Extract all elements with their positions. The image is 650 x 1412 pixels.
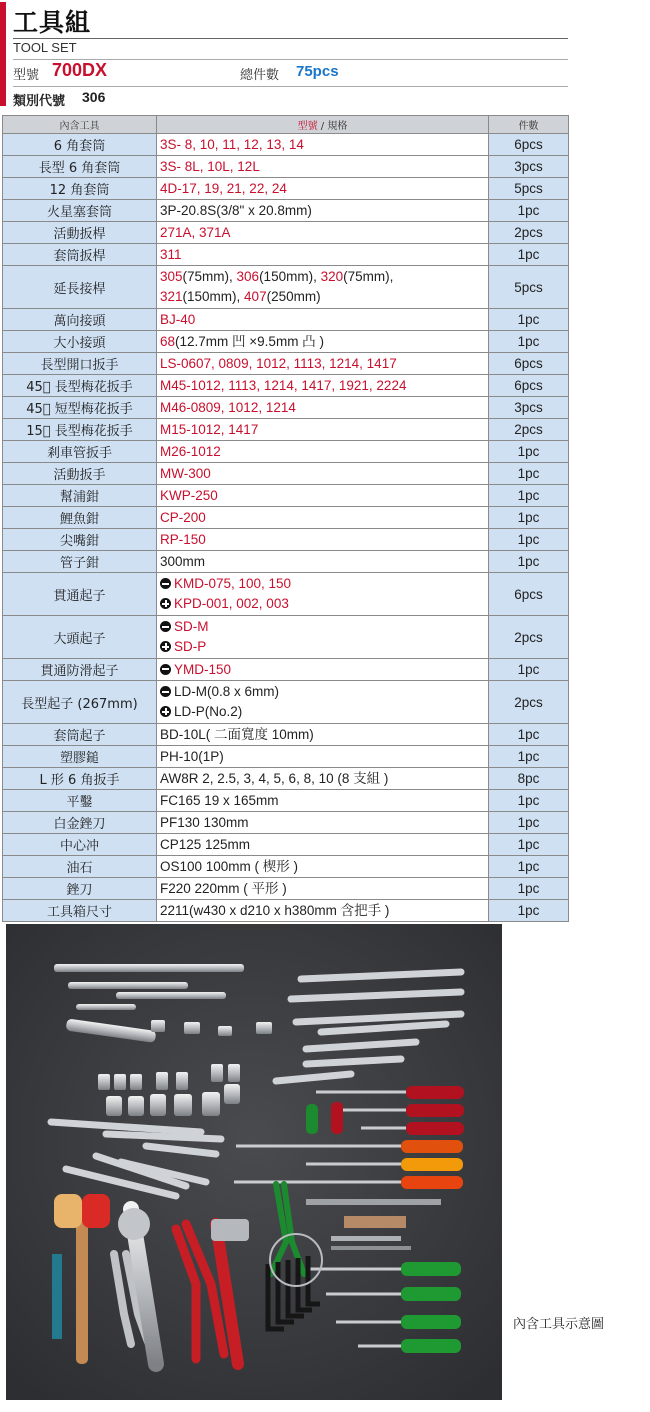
tool-spec: RP-150	[157, 529, 489, 551]
table-row	[3, 266, 569, 309]
tool-qty: 1pc	[489, 309, 569, 331]
category-value: 306	[82, 89, 106, 105]
tool-spec: OS100 100mm ( 楔形 )	[157, 856, 489, 878]
table-row	[3, 856, 569, 878]
tool-qty: 1pc	[489, 878, 569, 900]
tool-qty: 1pc	[489, 724, 569, 746]
table-row	[3, 485, 569, 507]
tool-qty: 1pc	[489, 790, 569, 812]
tool-qty: 2pcs	[489, 222, 569, 244]
tool-spec: KWP-250	[157, 485, 489, 507]
tool-qty: 1pc	[489, 485, 569, 507]
table-row	[3, 790, 569, 812]
tool-qty: 1pc	[489, 529, 569, 551]
tool-name: 工具箱尺寸	[3, 900, 157, 922]
tool-name: 剎車管扳手	[3, 441, 157, 463]
tool-spec: 2211(w430 x d210 x h380mm 含把手 )	[157, 900, 489, 922]
tool-spec: 3S- 8L, 10L, 12L	[157, 156, 489, 178]
tool-qty: 1pc	[489, 834, 569, 856]
photo-caption: 內含工具示意圖	[513, 1317, 605, 1332]
tool-name: 幫浦鉗	[3, 485, 157, 507]
phillips-plus-icon	[160, 598, 171, 609]
tool-qty: 1pc	[489, 331, 569, 353]
count-label: 總件數	[240, 68, 280, 83]
tool-spec: FC165 19 x 165mm	[157, 790, 489, 812]
tool-spec: 311	[157, 244, 489, 266]
tool-name: 活動扳桿	[3, 222, 157, 244]
tool-name: 長型開口扳手	[3, 353, 157, 375]
tool-spec: PF130 130mm	[157, 812, 489, 834]
tool-qty: 5pcs	[489, 178, 569, 200]
table-row	[3, 419, 569, 441]
tool-list-table	[2, 115, 569, 922]
table-row	[3, 551, 569, 573]
page-subtitle: TOOL SET	[13, 40, 77, 55]
table-row	[3, 900, 569, 922]
tool-spec: PH-10(1P)	[157, 746, 489, 768]
model-label: 型號	[13, 68, 40, 83]
tool-spec: LS-0607, 0809, 1012, 1113, 1214, 1417	[157, 353, 489, 375]
tool-spec: 4D-17, 19, 21, 22, 24	[157, 178, 489, 200]
phillips-plus-icon	[160, 641, 171, 652]
tool-name: 延長接桿	[3, 266, 157, 309]
tool-qty: 1pc	[489, 200, 569, 222]
table-row	[3, 375, 569, 397]
table-row	[3, 681, 569, 724]
tool-qty: 6pcs	[489, 353, 569, 375]
table-row	[3, 529, 569, 551]
table-row	[3, 309, 569, 331]
table-row	[3, 463, 569, 485]
table-row	[3, 331, 569, 353]
table-row	[3, 200, 569, 222]
tool-name: 套筒扳桿	[3, 244, 157, 266]
table-row	[3, 178, 569, 200]
table-row	[3, 616, 569, 659]
tool-qty: 1pc	[489, 441, 569, 463]
tool-name: 大頭起子	[3, 616, 157, 659]
table-row	[3, 222, 569, 244]
tool-spec: M46-0809, 1012, 1214	[157, 397, 489, 419]
tool-name: 15゚ 長型梅花扳手	[3, 419, 157, 441]
tool-spec: 300mm	[157, 551, 489, 573]
tool-spec: F220 220mm ( 平形 )	[157, 878, 489, 900]
tool-qty: 6pcs	[489, 134, 569, 156]
tool-name: 45゚ 長型梅花扳手	[3, 375, 157, 397]
divider	[13, 86, 568, 87]
tool-name: L 形 6 角扳手	[3, 768, 157, 790]
table-row	[3, 353, 569, 375]
tool-name: 管子鉗	[3, 551, 157, 573]
minus-slot-icon	[160, 621, 171, 632]
tool-qty: 1pc	[489, 812, 569, 834]
divider	[13, 38, 568, 39]
tool-spec: KMD-075, 100, 150 KPD-001, 002, 003	[157, 573, 489, 616]
tool-qty: 2pcs	[489, 419, 569, 441]
tool-qty: 1pc	[489, 507, 569, 529]
minus-slot-icon	[160, 686, 171, 697]
tool-spec: SD-M SD-P	[157, 616, 489, 659]
model-value: 700DX	[52, 60, 108, 80]
tool-spec: LD-M(0.8 x 6mm) LD-P(No.2)	[157, 681, 489, 724]
page-title: 工具組	[13, 8, 92, 37]
tool-spec: 305(75mm), 306(150mm), 320(75mm), 321(150mm), 407(250mm)	[157, 266, 489, 309]
table-row	[3, 768, 569, 790]
tool-name: 貫通起子	[3, 573, 157, 616]
tool-qty: 3pcs	[489, 156, 569, 178]
tool-name: 套筒起子	[3, 724, 157, 746]
count-value: 75pcs	[296, 63, 339, 80]
tool-qty: 1pc	[489, 244, 569, 266]
accent-bar	[0, 2, 6, 106]
tool-spec: AW8R 2, 2.5, 3, 4, 5, 6, 8, 10 (8 支組 )	[157, 768, 489, 790]
tool-spec: M45-1012, 1113, 1214, 1417, 1921, 2224	[157, 375, 489, 397]
tool-name: 平鑿	[3, 790, 157, 812]
tool-qty: 6pcs	[489, 375, 569, 397]
tool-spec: M26-1012	[157, 441, 489, 463]
table-row	[3, 724, 569, 746]
minus-slot-icon	[160, 578, 171, 589]
table-row	[3, 878, 569, 900]
tool-name: 中心冲	[3, 834, 157, 856]
tool-name: 貫通防滑起子	[3, 659, 157, 681]
tool-qty: 1pc	[489, 463, 569, 485]
tool-spec: M15-1012, 1417	[157, 419, 489, 441]
tool-qty: 5pcs	[489, 266, 569, 309]
tool-spec: YMD-150	[157, 659, 489, 681]
tool-name: 塑膠鎚	[3, 746, 157, 768]
tool-qty: 8pc	[489, 768, 569, 790]
tool-name: 長型起子 (267mm)	[3, 681, 157, 724]
tool-qty: 3pcs	[489, 397, 569, 419]
tool-qty: 1pc	[489, 900, 569, 922]
table-row	[3, 156, 569, 178]
tool-name: 銼刀	[3, 878, 157, 900]
tool-spec: 68(12.7mm 凹 ×9.5mm 凸 )	[157, 331, 489, 353]
tool-qty: 1pc	[489, 746, 569, 768]
table-row	[3, 244, 569, 266]
tool-spec: 3S- 8, 10, 11, 12, 13, 14	[157, 134, 489, 156]
tool-qty: 6pcs	[489, 573, 569, 616]
table-row	[3, 134, 569, 156]
tool-spec: 271A, 371A	[157, 222, 489, 244]
tool-spec: 3P-20.8S(3/8" x 20.8mm)	[157, 200, 489, 222]
category-label: 類別代號	[13, 94, 66, 109]
tool-qty: 1pc	[489, 856, 569, 878]
table-row	[3, 659, 569, 681]
table-row	[3, 746, 569, 768]
tool-name: 鯉魚鉗	[3, 507, 157, 529]
tool-qty: 2pcs	[489, 616, 569, 659]
tool-spec: CP-200	[157, 507, 489, 529]
tool-name: 白金銼刀	[3, 812, 157, 834]
product-photo	[6, 924, 502, 1400]
table-row	[3, 812, 569, 834]
table-row	[3, 573, 569, 616]
table-row	[3, 441, 569, 463]
table-header-row	[3, 116, 569, 134]
tool-name: 油石	[3, 856, 157, 878]
tool-name: 長型 6 角套筒	[3, 156, 157, 178]
product-header	[0, 0, 570, 112]
header-spec: 型號 / 規格	[157, 116, 489, 134]
header-tool: 內含工具	[3, 116, 157, 134]
table-row	[3, 507, 569, 529]
tool-name: 尖嘴鉗	[3, 529, 157, 551]
phillips-plus-icon	[160, 706, 171, 717]
tool-name: 12 角套筒	[3, 178, 157, 200]
header-qty: 件數	[489, 116, 569, 134]
tool-spec: BD-10L( 二面寬度 10mm)	[157, 724, 489, 746]
tool-spec: MW-300	[157, 463, 489, 485]
tool-qty: 1pc	[489, 659, 569, 681]
tool-name: 6 角套筒	[3, 134, 157, 156]
tool-qty: 2pcs	[489, 681, 569, 724]
table-row	[3, 397, 569, 419]
tool-name: 大小接頭	[3, 331, 157, 353]
tool-name: 火星塞套筒	[3, 200, 157, 222]
tool-set-illustration	[6, 924, 502, 1400]
tool-qty: 1pc	[489, 551, 569, 573]
table-row	[3, 834, 569, 856]
tool-spec: CP125 125mm	[157, 834, 489, 856]
tool-name: 活動扳手	[3, 463, 157, 485]
tool-name: 45゚ 短型梅花扳手	[3, 397, 157, 419]
tool-name: 萬向接頭	[3, 309, 157, 331]
tool-spec: BJ-40	[157, 309, 489, 331]
minus-slot-icon	[160, 664, 171, 675]
